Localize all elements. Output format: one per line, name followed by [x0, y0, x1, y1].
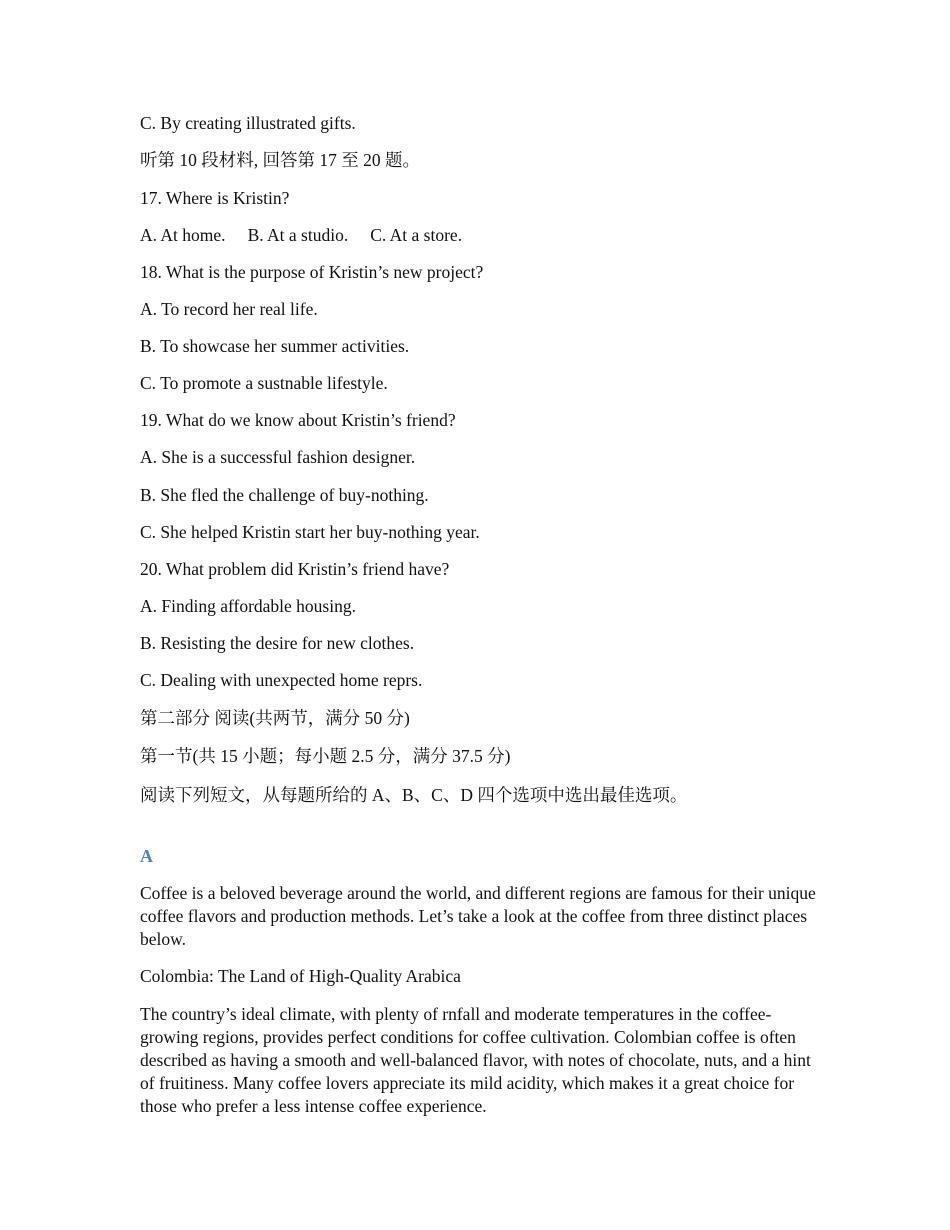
reading-instruction: 阅读下列短文，从每题所给的 A、B、C、D 四个选项中选出最佳选项。 — [140, 785, 688, 805]
option-b: B. She fled the challenge of buy-nothing. — [140, 485, 429, 505]
option-b: B. At a studio. — [247, 225, 349, 245]
option-a: A. At home. — [140, 225, 226, 245]
option-b: B. Resisting the desire for new clothes. — [140, 633, 415, 653]
question-17: 17. Where is Kristin? — [140, 188, 290, 208]
question-18: 18. What is the purpose of Kristin’s new project? — [140, 262, 484, 282]
option-line: C. By creating illustrated gifts. — [140, 113, 356, 133]
question-19: 19. What do we know about Kristin’s friend? — [140, 410, 456, 430]
option-c: C. At a store. — [370, 225, 463, 245]
passage-subheading: Colombia: The Land of High-Quality Arabica — [140, 966, 461, 986]
passage-intro: Coffee is a beloved beverage around the world, and different regions are famous for their unique coffee flavors and production methods. Let’s take a look at the coffee from three distinct places below. — [140, 883, 816, 949]
option-c: C. To promote a sustnable lifestyle. — [140, 373, 388, 393]
part-heading: 第二部分 阅读(共两节，满分 50 分) — [140, 708, 410, 728]
section-heading: 第一节(共 15 小题；每小题 2.5 分，满分 37.5 分) — [140, 746, 511, 766]
passage-label: A — [140, 846, 153, 866]
passage-paragraph: The country’s ideal climate, with plenty of rnfall and moderate temperatures in the coffee-growing regions, provides perfect conditions for coffee cultivation. Colombian coffee is often described as having a smooth and well-balanced flavor, with notes of chocolate, nuts, and a hint of fruitiness. Many coffee lovers appreciate its mild acidity, which makes it a great choice for those who prefer a less intense coffee experience. — [140, 1004, 811, 1116]
option-c: C. Dealing with unexpected home reprs. — [140, 670, 423, 690]
option-a: A. She is a successful fashion designer. — [140, 447, 416, 467]
option-c: C. She helped Kristin start her buy-nothing year. — [140, 522, 480, 542]
option-a: A. Finding affordable housing. — [140, 596, 356, 616]
option-b: B. To showcase her summer activities. — [140, 336, 410, 356]
question-20: 20. What problem did Kristin’s friend have? — [140, 559, 450, 579]
section-instruction-line: 听第 10 段材料, 回答第 17 至 20 题。 — [140, 150, 420, 170]
option-a: A. To record her real life. — [140, 299, 318, 319]
question-17-options — [140, 224, 462, 246]
